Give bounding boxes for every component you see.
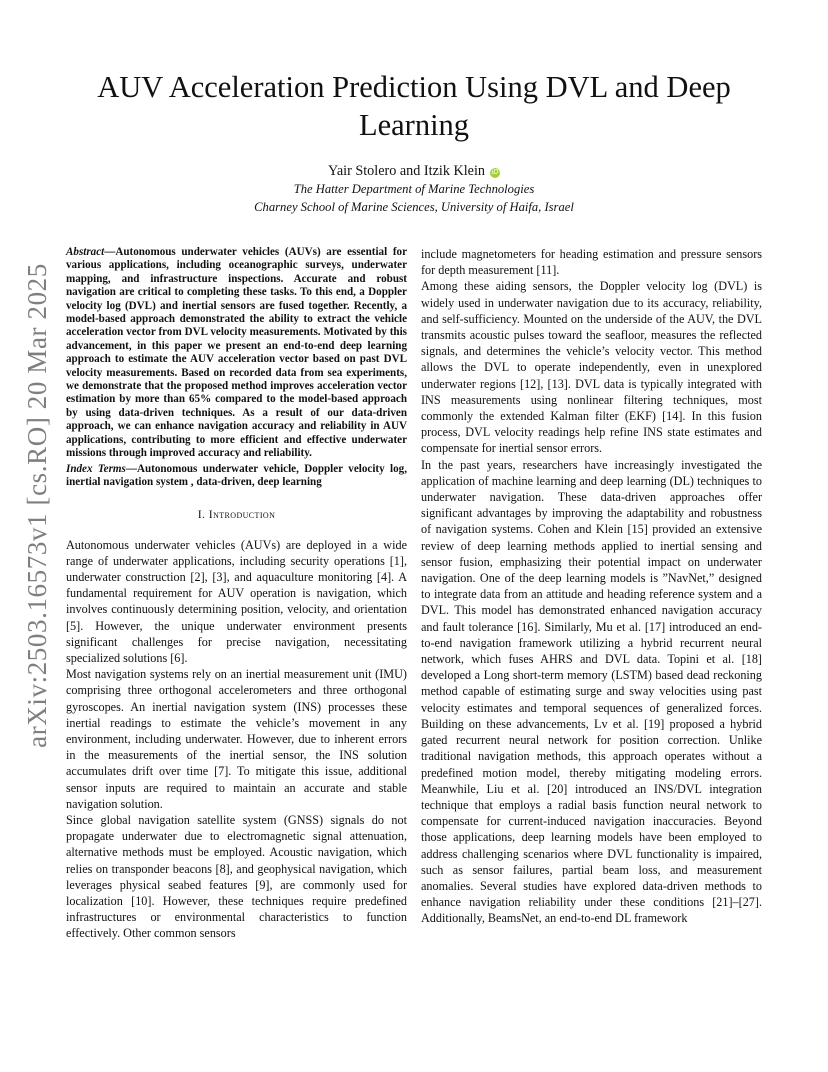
affiliation-school: Charney School of Marine Sciences, University of Haifa, Israel [254, 200, 574, 214]
body-paragraph: include magnetometers for heading estimation and pressure sensors for depth measurement [11]. [421, 247, 762, 278]
arxiv-identifier: arXiv:2503.16573v1 [cs.RO] 20 Mar 2025 [21, 262, 52, 748]
section-heading-introduction [66, 506, 407, 522]
section-title: Introduction [208, 507, 276, 522]
body-paragraph: Autonomous underwater vehicles (AUVs) are deployed in a wide range of underwater applications, including security operations [1], underwater construction [2], [3], and aquaculture monitoring [4]. A fundamental requirement for AUV operation is navigation, which involves continuously determining position, velocity, and orientation [5]. However, the unique underwater environment presents significant challenges for precise navigation, necessitating specialized solutions [6]. [66, 537, 407, 665]
right-column [421, 246, 762, 927]
left-column [66, 246, 407, 942]
index-terms-text: —Autonomous underwater vehicle, Doppler velocity log, inertial navigation system , data-driven, deep learning [66, 462, 407, 488]
author-names: Yair Stolero and Itzik Klein [328, 163, 485, 179]
authors-line [0, 163, 828, 180]
paper-title: AUV Acceleration Prediction Using DVL and Deep Learning [97, 70, 731, 142]
body-paragraph: Since global navigation satellite system (GNSS) signals do not propagate underwater due to electromagnetic signal attenuation, alternative methods must be employed. Acoustic navigation, which relies on transponder beacons [8], and geophysical navigation, which leverages physical seabed features [9], are commonly used for localization [10]. However, these techniques require predefined infrastructures or environmental characteristics to function effectively. Other common sensors [66, 812, 407, 941]
abstract [66, 246, 407, 461]
body-paragraph: In the past years, researchers have increasingly investigated the application of machine learning and deep learning (DL) techniques to underwater navigation. These data-driven approaches offer significant advantages by improving the adaptability and robustness of navigation systems. Cohen and Klein [15] provided an extensive review of deep learning methods applied to inertial sensing and sensor fusion, emphasizing their potential impact on underwater navigation. One of the deep learning models is ”NavNet,” designed to integrate data from an attitude and heading reference system and a DVL. This model has demonstrated enhanced navigation accuracy and fault tolerance [16]. Similarly, Mu et al. [17] introduced an end-to-end navigation framework utilizing a hybrid recurrent neural network, which fuses AHRS and DVL data. Topini et al. [18] developed a Long short-term memory (LSTM) based dead reckoning method capable of estimating surge and sway velocities using past velocity estimates and temporal sequences of generalized forces. Building on these advancements, Lv et al. [19] proposed a hybrid gated recurrent neural network for position correction. Unlike traditional navigation methods, this approach operates without a predefined motion model, thereby mitigating modeling errors. Meanwhile, Liu et al. [20] introduced an INS/DVL integration technique that employs a radial basis function neural network to compensate for current-induced navigation inaccuracies. Beyond those applications, deep learning models have been employed to address challenging scenarios where DVL functionality is impaired, such as sensor failures, partial beam loss, and measurement anomalies. Several studies have explored data-driven methods to enhance navigation reliability under these conditions [21]–[27]. Additionally, BeamsNet, an end-to-end DL framework [421, 457, 762, 926]
abstract-text: —Autonomous underwater vehicles (AUVs) are essential for various applications, including oceanographic surveys, underwater mapping, and infrastructure inspections. Accurate and robust navigation are critical to completing these tasks. To this end, a Doppler velocity log (DVL) and inertial sensors are fused together. Recently, a model-based approach demonstrated the ability to extract the vehicle acceleration vector from DVL velocity measurements. Motivated by this advancement, in this paper we present an end-to-end deep learning approach to estimate the AUV acceleration vector based on past DVL velocity measurements. Based on recorded data from sea experiments, we demonstrate that the proposed method improves acceleration vector estimation by more than 65% compared to the model-based approach by using data-driven techniques. As a result of our data-driven approach, we can enhance navigation accuracy and reliability in AUV applications, contributing to more efficient and effective underwater missions through improved accuracy and reliability. [66, 246, 407, 460]
body-paragraph: Among these aiding sensors, the Doppler velocity log (DVL) is widely used in underwater navigation due to its accuracy, reliability, and self-sufficiency. Mounted on the underside of the AUV, the DVL transmits acoustic pulses toward the seafloor, measures the reflected signals, and determines the vehicle’s velocity vector. This method allows the DVL to operate independently, even in unexplored underwater regions [12], [13]. DVL data is typically integrated with INS measurements using nonlinear filtering techniques, most commonly the extended Kalman filter (EKF) [14]. In this fusion process, DVL velocity readings help refine INS state estimates and compensate for inertial sensor errors. [421, 279, 762, 456]
arxiv-side-label [14, 262, 60, 748]
abstract-label: Abstract [66, 246, 105, 258]
affiliation-department: The Hatter Department of Marine Technologies [293, 182, 535, 196]
index-terms-label: Index Terms [66, 462, 126, 475]
section-number: I. [197, 507, 209, 522]
orcid-icon[interactable]: iD [491, 169, 499, 176]
body-paragraph: Most navigation systems rely on an inertial measurement unit (IMU) comprising three orthogonal accelerometers and three orthogonal gyroscopes. An inertial navigation system (INS) processes these inertial readings to estimate the vehicle’s movement in any environment, including underwater. However, due to inherent errors in the measurements of the inertial sensor, the INS solution accumulates drift over time [7]. To mitigate this issue, additional sensor inputs are required to maintain an accurate and stable navigation solution. [66, 667, 407, 811]
index-terms [66, 463, 407, 490]
